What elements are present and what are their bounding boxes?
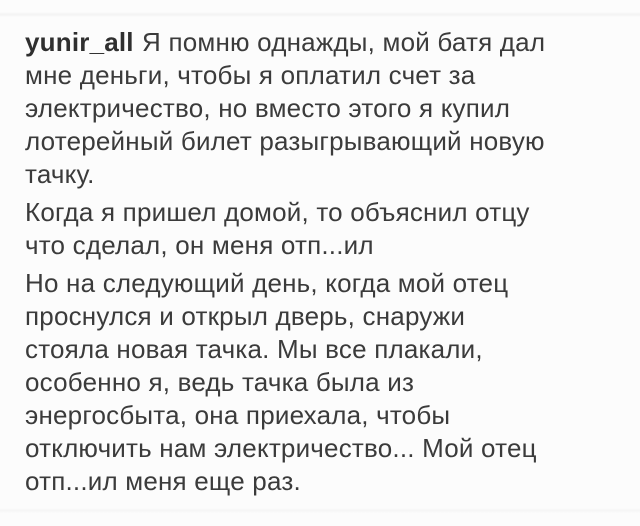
comment-text-line: энергосбыта, она приехала, чтобы bbox=[25, 400, 451, 430]
comment-text-line: мне деньги, чтобы я оплатил счет за bbox=[25, 60, 476, 90]
jpeg-artifact-band-bottom bbox=[0, 508, 640, 513]
comment-text-line: тачку. bbox=[25, 159, 95, 189]
comment-first-line bbox=[25, 26, 625, 59]
comment-text-line: Но на следующий день, когда мой отец bbox=[25, 268, 509, 298]
comment-text-line: электричество, но вместо этого я купил bbox=[25, 93, 511, 123]
comment-paragraph bbox=[25, 267, 625, 498]
comment-paragraph bbox=[25, 26, 625, 191]
comment-paragraph bbox=[25, 196, 625, 262]
comment-text-line: особенно я, ведь тачка была из bbox=[25, 367, 415, 397]
comment-text-line: что сделал, он меня отп...ил bbox=[25, 230, 374, 260]
comment-text-line: отключить нам электричество... Мой отец bbox=[25, 433, 537, 463]
comment-block bbox=[25, 26, 625, 498]
comment-text-line: отп...ил меня еще раз. bbox=[25, 466, 301, 496]
comment-text-line: Когда я пришел домой, то объяснил отцу bbox=[25, 197, 530, 227]
comment-text-line: проснулся и открыл дверь, снаружи bbox=[25, 301, 466, 331]
comment-text-line: лотерейный билет разыгрывающий новую bbox=[25, 126, 545, 156]
jpeg-artifact-band-top bbox=[0, 12, 640, 17]
comment-text-line: стояла новая тачка. Мы все плакали, bbox=[25, 334, 483, 364]
comment-text-line: Я помню однажды, мой батя дал bbox=[142, 27, 546, 57]
username[interactable]: yunir_all bbox=[25, 27, 134, 57]
